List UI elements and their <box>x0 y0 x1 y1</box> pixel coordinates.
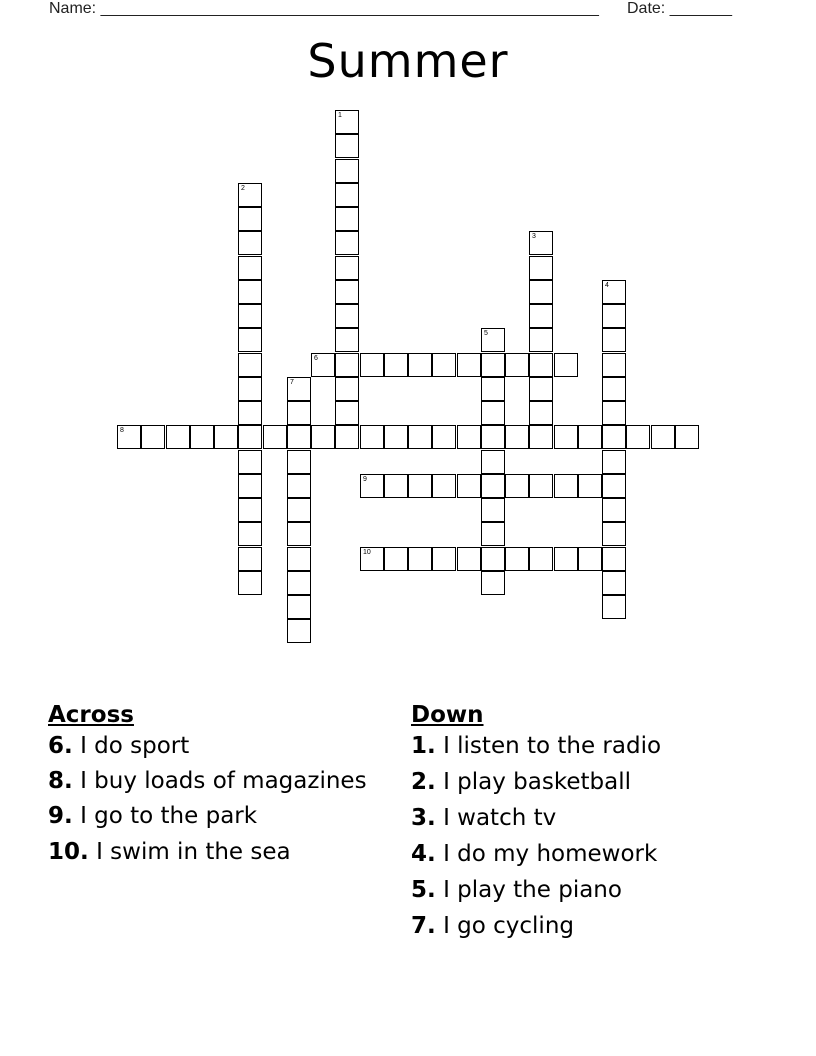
crossword-cell[interactable] <box>529 231 553 255</box>
down-heading: Down <box>411 702 484 728</box>
down-clue <box>411 841 791 868</box>
crossword-cell[interactable] <box>432 474 456 498</box>
crossword-cell[interactable] <box>335 134 359 158</box>
cell-number: 6 <box>314 355 318 362</box>
crossword-cell[interactable] <box>238 304 262 328</box>
across-heading: Across <box>48 702 134 728</box>
crossword-cell[interactable] <box>238 425 262 449</box>
crossword-cell[interactable] <box>602 377 626 401</box>
crossword-cell[interactable] <box>238 522 262 546</box>
crossword-cell[interactable] <box>408 547 432 571</box>
crossword-cell[interactable] <box>238 377 262 401</box>
crossword-cell[interactable] <box>481 450 505 474</box>
crossword-cell[interactable] <box>335 159 359 183</box>
crossword-cell[interactable] <box>602 450 626 474</box>
down-clue <box>411 805 791 832</box>
crossword-cell[interactable] <box>214 425 238 449</box>
crossword-cell[interactable] <box>287 425 311 449</box>
crossword-cell[interactable] <box>554 425 578 449</box>
crossword-cell[interactable] <box>287 401 311 425</box>
crossword-cell[interactable] <box>238 328 262 352</box>
across-clue <box>48 803 368 830</box>
crossword-cell[interactable] <box>529 304 553 328</box>
crossword-cell[interactable] <box>335 377 359 401</box>
crossword-cell[interactable] <box>529 401 553 425</box>
crossword-cell[interactable] <box>505 353 529 377</box>
crossword-cell[interactable] <box>602 425 626 449</box>
clue-number: 10. <box>48 839 89 865</box>
crossword-cell[interactable] <box>481 425 505 449</box>
clue-text: I play the piano <box>443 877 622 903</box>
crossword-cell[interactable] <box>238 571 262 595</box>
clue-text: I do my homework <box>443 841 658 867</box>
crossword-cell[interactable] <box>481 498 505 522</box>
crossword-cell[interactable] <box>335 256 359 280</box>
crossword-cell[interactable] <box>602 498 626 522</box>
crossword-cell[interactable] <box>408 474 432 498</box>
cell-number: 4 <box>605 282 609 289</box>
clue-number: 4. <box>411 841 436 867</box>
crossword-cell[interactable] <box>432 425 456 449</box>
clue-number: 8. <box>48 768 73 794</box>
crossword-cell[interactable] <box>287 377 311 401</box>
crossword-cell[interactable] <box>311 353 335 377</box>
crossword-cell[interactable] <box>602 474 626 498</box>
crossword-cell[interactable] <box>602 328 626 352</box>
crossword-cell[interactable] <box>287 498 311 522</box>
down-clue <box>411 769 791 796</box>
crossword-cell[interactable] <box>602 571 626 595</box>
down-clue <box>411 733 791 760</box>
crossword-cell[interactable] <box>117 425 141 449</box>
crossword-cell[interactable] <box>602 595 626 619</box>
crossword-cell[interactable] <box>238 474 262 498</box>
cell-number: 8 <box>120 427 124 434</box>
crossword-cell[interactable] <box>602 547 626 571</box>
crossword-cell[interactable] <box>651 425 675 449</box>
cell-number: 10 <box>363 549 371 556</box>
crossword-cell[interactable] <box>505 474 529 498</box>
crossword-cell[interactable] <box>529 474 553 498</box>
crossword-cell[interactable] <box>360 474 384 498</box>
crossword-cell[interactable] <box>481 571 505 595</box>
crossword-cell[interactable] <box>238 207 262 231</box>
crossword-cell[interactable] <box>360 425 384 449</box>
crossword-cell[interactable] <box>529 280 553 304</box>
crossword-cell[interactable] <box>190 425 214 449</box>
clue-number: 5. <box>411 877 436 903</box>
crossword-cell[interactable] <box>287 619 311 643</box>
crossword-cell[interactable] <box>335 207 359 231</box>
crossword-cell[interactable] <box>238 353 262 377</box>
crossword-cell[interactable] <box>335 280 359 304</box>
clue-number: 9. <box>48 803 73 829</box>
crossword-cell[interactable] <box>432 353 456 377</box>
clue-text: I watch tv <box>443 805 557 831</box>
clue-number: 2. <box>411 769 436 795</box>
cell-number: 1 <box>338 112 342 119</box>
crossword-cell[interactable] <box>602 353 626 377</box>
crossword-cell[interactable] <box>238 183 262 207</box>
down-clues <box>411 702 791 949</box>
crossword-cell[interactable] <box>335 328 359 352</box>
crossword-cell[interactable] <box>505 547 529 571</box>
puzzle-title: Summer <box>307 34 509 88</box>
crossword-cell[interactable] <box>238 231 262 255</box>
crossword-cell[interactable] <box>360 547 384 571</box>
cell-number: 5 <box>484 330 488 337</box>
crossword-cell[interactable] <box>384 425 408 449</box>
crossword-cell[interactable] <box>238 450 262 474</box>
crossword-cell[interactable] <box>481 401 505 425</box>
crossword-cell[interactable] <box>602 522 626 546</box>
crossword-cell[interactable] <box>481 547 505 571</box>
crossword-cell[interactable] <box>529 377 553 401</box>
crossword-cell[interactable] <box>238 280 262 304</box>
clue-text: I swim in the sea <box>96 839 291 865</box>
crossword-cell[interactable] <box>457 474 481 498</box>
crossword-cell[interactable] <box>360 353 384 377</box>
crossword-cell[interactable] <box>457 547 481 571</box>
crossword-cell[interactable] <box>335 110 359 134</box>
crossword-cell[interactable] <box>238 256 262 280</box>
crossword-cell[interactable] <box>578 474 602 498</box>
across-clue <box>48 839 368 866</box>
crossword-cell[interactable] <box>529 353 553 377</box>
crossword-cell[interactable] <box>141 425 165 449</box>
clue-text: I play basketball <box>443 769 631 795</box>
crossword-cell[interactable] <box>481 474 505 498</box>
crossword-cell[interactable] <box>578 547 602 571</box>
crossword-cell[interactable] <box>287 595 311 619</box>
across-clues <box>48 702 368 875</box>
cell-number: 9 <box>363 476 367 483</box>
date-field-label[interactable]: Date: _______ <box>627 0 732 17</box>
crossword-cell[interactable] <box>384 474 408 498</box>
crossword-cell[interactable] <box>238 498 262 522</box>
crossword-cell[interactable] <box>457 425 481 449</box>
cell-number: 2 <box>241 185 245 192</box>
crossword-cell[interactable] <box>335 304 359 328</box>
crossword-cell[interactable] <box>384 353 408 377</box>
down-clue <box>411 913 791 940</box>
crossword-cell[interactable] <box>335 353 359 377</box>
crossword-cell[interactable] <box>335 183 359 207</box>
clue-number: 1. <box>411 733 436 759</box>
name-field-label[interactable]: Name: ________________________________________________________ <box>49 0 599 17</box>
clue-text: I buy loads of magazines <box>80 768 367 794</box>
cell-number: 3 <box>532 233 536 240</box>
crossword-cell[interactable] <box>481 377 505 401</box>
crossword-cell[interactable] <box>529 425 553 449</box>
crossword-cell[interactable] <box>529 547 553 571</box>
down-clue <box>411 877 791 904</box>
crossword-cell[interactable] <box>432 547 456 571</box>
crossword-cell[interactable] <box>166 425 190 449</box>
crossword-cell[interactable] <box>626 425 650 449</box>
crossword-cell[interactable] <box>263 425 287 449</box>
crossword-cell[interactable] <box>554 353 578 377</box>
crossword-cell[interactable] <box>287 474 311 498</box>
crossword-cell[interactable] <box>384 547 408 571</box>
clue-number: 3. <box>411 805 436 831</box>
crossword-cell[interactable] <box>311 425 335 449</box>
cell-number: 7 <box>290 379 294 386</box>
across-clue <box>48 733 368 760</box>
crossword-cell[interactable] <box>675 425 699 449</box>
crossword-cell[interactable] <box>408 425 432 449</box>
crossword-cell[interactable] <box>505 425 529 449</box>
clue-text: I go cycling <box>443 913 574 939</box>
crossword-cell[interactable] <box>529 256 553 280</box>
crossword-cell[interactable] <box>554 474 578 498</box>
crossword-cell[interactable] <box>529 328 553 352</box>
crossword-cell[interactable] <box>408 353 432 377</box>
across-clue <box>48 769 368 794</box>
clue-text: I go to the park <box>80 803 258 829</box>
clue-number: 6. <box>48 733 73 759</box>
crossword-cell[interactable] <box>602 401 626 425</box>
crossword-cell[interactable] <box>335 231 359 255</box>
crossword-cell[interactable] <box>335 425 359 449</box>
crossword-cell[interactable] <box>602 280 626 304</box>
clue-text: I do sport <box>80 733 190 759</box>
crossword-cell[interactable] <box>554 547 578 571</box>
crossword-cell[interactable] <box>335 401 359 425</box>
crossword-cell[interactable] <box>287 450 311 474</box>
crossword-cell[interactable] <box>238 401 262 425</box>
crossword-cell[interactable] <box>481 353 505 377</box>
clue-number: 7. <box>411 913 436 939</box>
crossword-cell[interactable] <box>457 353 481 377</box>
crossword-cell[interactable] <box>238 547 262 571</box>
crossword-cell[interactable] <box>287 571 311 595</box>
crossword-cell[interactable] <box>481 522 505 546</box>
clue-text: I listen to the radio <box>443 733 662 759</box>
crossword-cell[interactable] <box>481 328 505 352</box>
crossword-cell[interactable] <box>287 547 311 571</box>
crossword-cell[interactable] <box>578 425 602 449</box>
crossword-cell[interactable] <box>602 304 626 328</box>
crossword-cell[interactable] <box>287 522 311 546</box>
